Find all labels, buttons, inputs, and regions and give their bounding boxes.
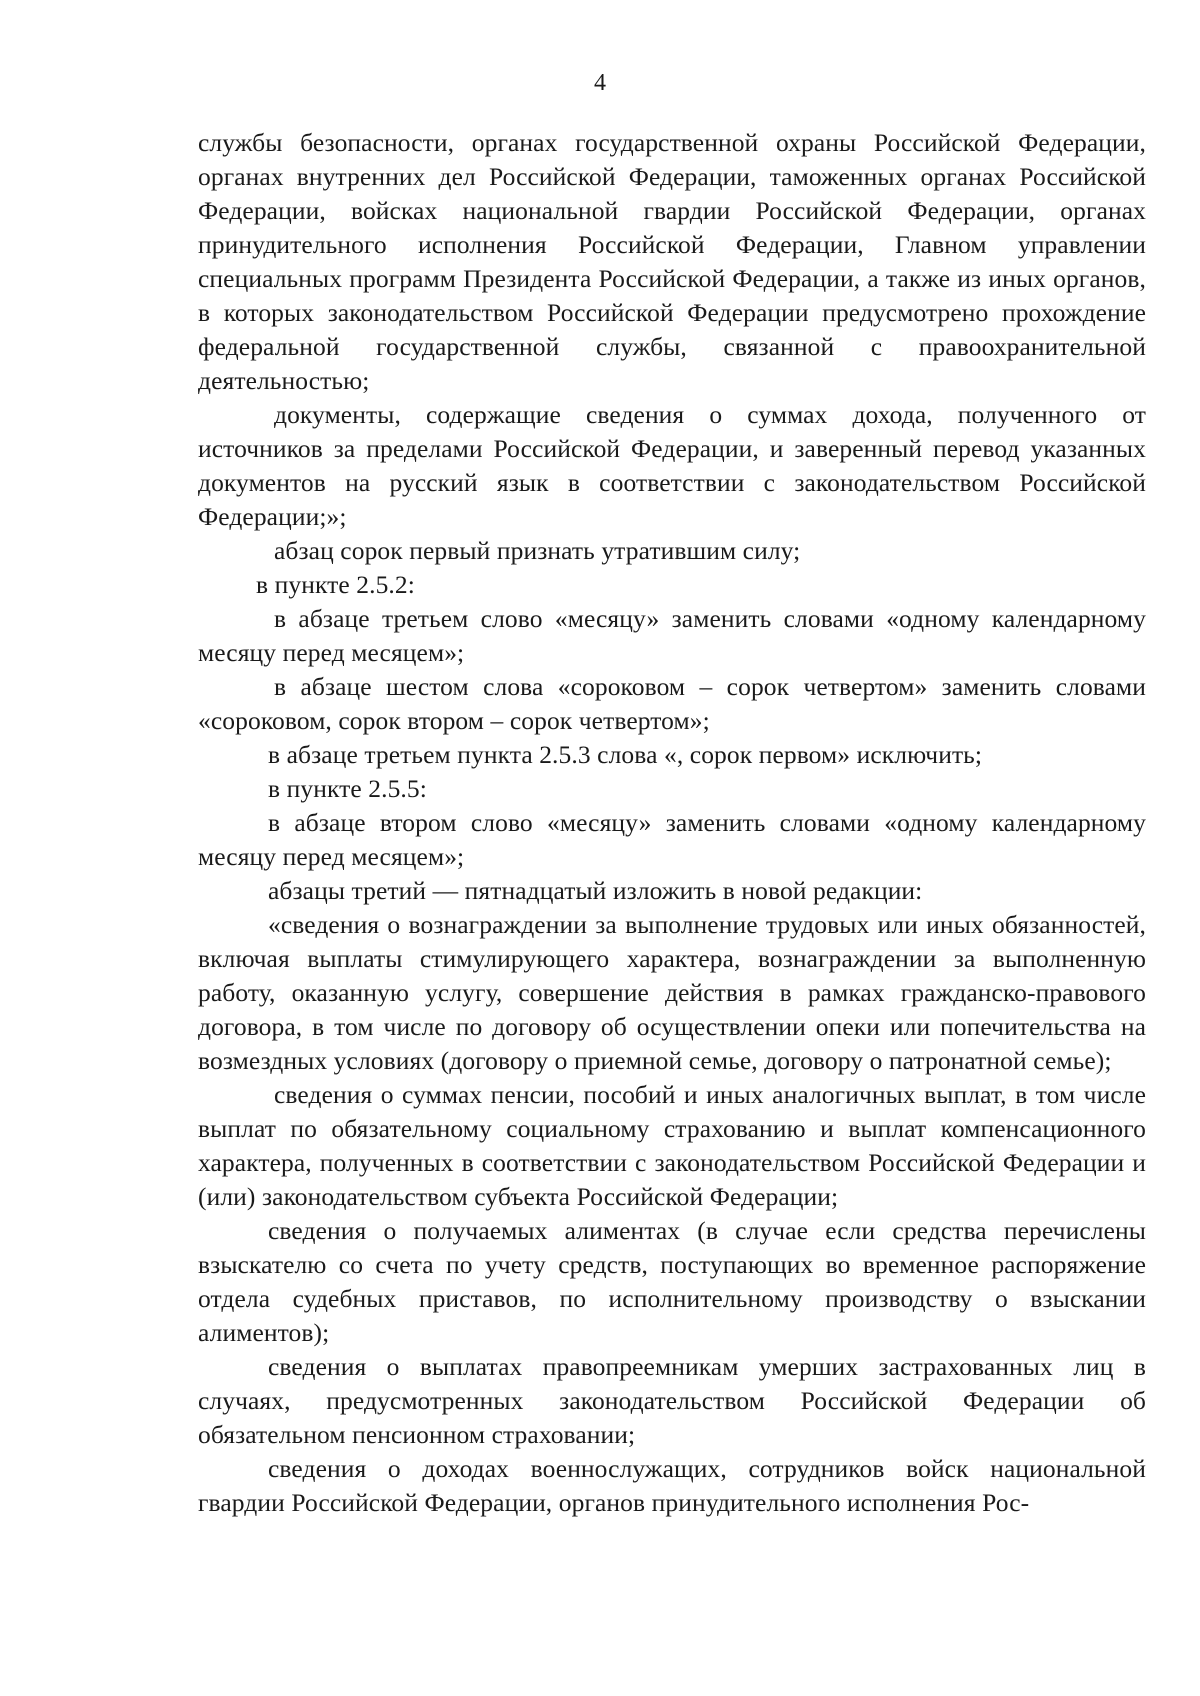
- paragraph: сведения о получаемых алиментах (в случае если средства перечислены взыскателю со счета по учету средств, поступающих во временное распоряжение отдела судебных приставов, по исполнительному производству о взыскании алиментов);: [198, 1216, 1146, 1347]
- paragraph: документы, содержащие сведения о суммах дохода, полученного от источников за пределами Российской Федерации, и заверенный перевод указанных документов на русский язык в соответствии с законодательством Российской Федерации;»;: [198, 400, 1146, 531]
- paragraph: сведения о выплатах правопреемникам умерших застрахованных лиц в случаях, предусмотренных законодательством Российской Федерации об обязательном пенсионном страховании;: [198, 1352, 1146, 1449]
- document-body: [198, 126, 1146, 1520]
- paragraph: в пункте 2.5.5:: [268, 774, 427, 803]
- paragraph: в абзаце третьем слово «месяцу» заменить словами «одному календарному месяцу перед месяцем»;: [198, 604, 1146, 667]
- paragraph: сведения о доходах военнослужащих, сотрудников войск национальной гвардии Российской Федерации, органов принудительного исполнения Рос-: [198, 1454, 1146, 1517]
- paragraph: абзац сорок первый признать утратившим силу;: [274, 536, 801, 565]
- paragraph: в абзаце втором слово «месяцу» заменить словами «одному календарному месяцу перед месяцем»;: [198, 808, 1146, 871]
- paragraph: абзацы третий — пятнадцатый изложить в новой редакции:: [268, 876, 923, 905]
- paragraph: сведения о суммах пенсии, пособий и иных аналогичных выплат, в том числе выплат по обязательному социальному страхованию и выплат компенсационного характера, полученных в соответствии с законодательством Российской Федерации и (или) законодательством субъекта Российской Федерации;: [198, 1080, 1146, 1211]
- paragraph: в пункте 2.5.2:: [256, 570, 415, 599]
- paragraph: в абзаце шестом слова «сороковом – сорок четвертом» заменить словами «сороковом, сорок втором – сорок четвертом»;: [198, 672, 1146, 735]
- paragraph: в абзаце третьем пункта 2.5.3 слова «, сорок первом» исключить;: [268, 740, 983, 769]
- paragraph: службы безопасности, органах государственной охраны Российской Федерации, органах внутренних дел Российской Федерации, таможенных органах Российской Федерации, войсках национальной гвардии Российской Федерации, органах принудительного исполнения Российской Федерации, Главном управлении специальных программ Президента Российской Федерации, а также из иных органов, в которых законодательством Российской Федерации предусмотрено прохождение федеральной государственной службы, связанной с правоохранительной деятельностью;: [198, 128, 1146, 395]
- paragraph: «сведения о вознаграждении за выполнение трудовых или иных обязанностей, включая выплаты стимулирующего характера, вознаграждении за выполненную работу, оказанную услугу, совершение действия в рамках гражданско-правового договора, в том числе по договору об осуществлении опеки или попечительства на возмездных условиях (договору о приемной семье, договору о патронатной семье);: [198, 910, 1146, 1075]
- page-number: 4: [594, 70, 606, 96]
